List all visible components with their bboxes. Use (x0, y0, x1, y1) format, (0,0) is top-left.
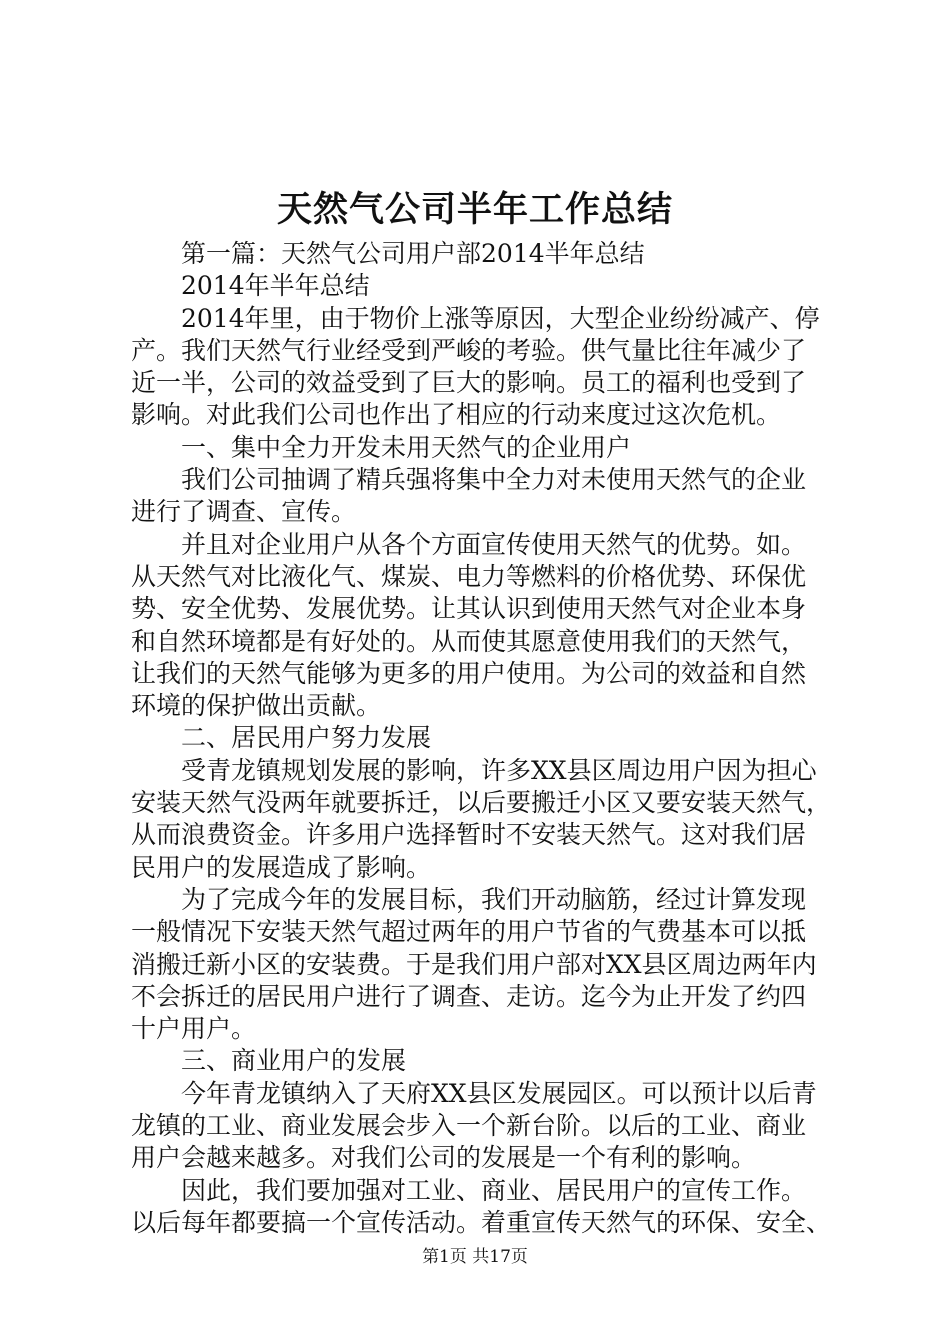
text-line: 产。我们天然气行业经受到严峻的考验。供气量比往年减少了 (131, 335, 807, 365)
text-line: 安装天然气没两年就要拆迁，以后要搬迁小区又要安装天然气， (131, 788, 832, 818)
text-line: 一、集中全力开发未用天然气的企业用户 (181, 432, 632, 462)
text-line: 进行了调查、宣传。 (131, 497, 357, 527)
text-line: 受青龙镇规划发展的影响，许多XX县区周边用户因为担心 (181, 755, 817, 785)
document-title: 天然气公司半年工作总结 (276, 189, 673, 230)
text-line: 今年青龙镇纳入了天府XX县区发展园区。可以预计以后青 (181, 1078, 817, 1108)
text-line: 2014年里，由于物价上涨等原因，大型企业纷纷减产、停 (181, 303, 820, 333)
text-line: 不会拆迁的居民用户进行了调查、走访。迄今为止开发了约四 (131, 981, 807, 1011)
text-line: 十户用户。 (131, 1014, 257, 1044)
text-line: 从天然气对比液化气、煤炭、电力等燃料的价格优势、环保优 (131, 561, 807, 591)
document-body (131, 238, 831, 1239)
text-line: 我们公司抽调了精兵强将集中全力对未使用天然气的企业 (181, 465, 807, 495)
text-line: 消搬迁新小区的安装费。于是我们用户部对XX县区周边两年内 (131, 949, 817, 979)
text-line: 因此，我们要加强对工业、商业、居民用户的宣传工作。 (181, 1175, 807, 1205)
page-footer: 第1页 共17页 (422, 1247, 528, 1267)
text-line: 为了完成今年的发展目标，我们开动脑筋，经过计算发现 (181, 884, 807, 914)
text-line: 和自然环境都是有好处的。从而使其愿意使用我们的天然气， (131, 626, 807, 656)
text-line: 一般情况下安装天然气超过两年的用户节省的气费基本可以抵 (131, 917, 807, 947)
text-line: 三、商业用户的发展 (181, 1046, 407, 1076)
text-line: 龙镇的工业、商业发展会步入一个新台阶。以后的工业、商业 (131, 1111, 807, 1141)
text-line: 势、安全优势、发展优势。让其认识到使用天然气对企业本身 (131, 594, 807, 624)
text-line: 并且对企业用户从各个方面宣传使用天然气的优势。如。 (181, 529, 807, 559)
text-line: 民用户的发展造成了影响。 (131, 852, 432, 882)
text-line: 从而浪费资金。许多用户选择暂时不安装天然气。这对我们居 (131, 820, 807, 850)
text-line: 近一半，公司的效益受到了巨大的影响。员工的福利也受到了 (131, 368, 807, 398)
text-line: 第一篇：天然气公司用户部2014半年总结 (181, 239, 645, 268)
text-line: 以后每年都要搞一个宣传活动。着重宣传天然气的环保、安全、 (131, 1207, 832, 1237)
text-line: 影响。对此我们公司也作出了相应的行动来度过这次危机。 (131, 400, 782, 430)
text-line: 环境的保护做出贡献。 (131, 691, 382, 721)
text-line: 用户会越来越多。对我们公司的发展是一个有利的影响。 (131, 1143, 757, 1173)
text-line: 让我们的天然气能够为更多的用户使用。为公司的效益和自然 (131, 658, 807, 688)
text-line: 2014年半年总结 (181, 271, 370, 301)
text-line: 二、居民用户努力发展 (181, 723, 432, 753)
